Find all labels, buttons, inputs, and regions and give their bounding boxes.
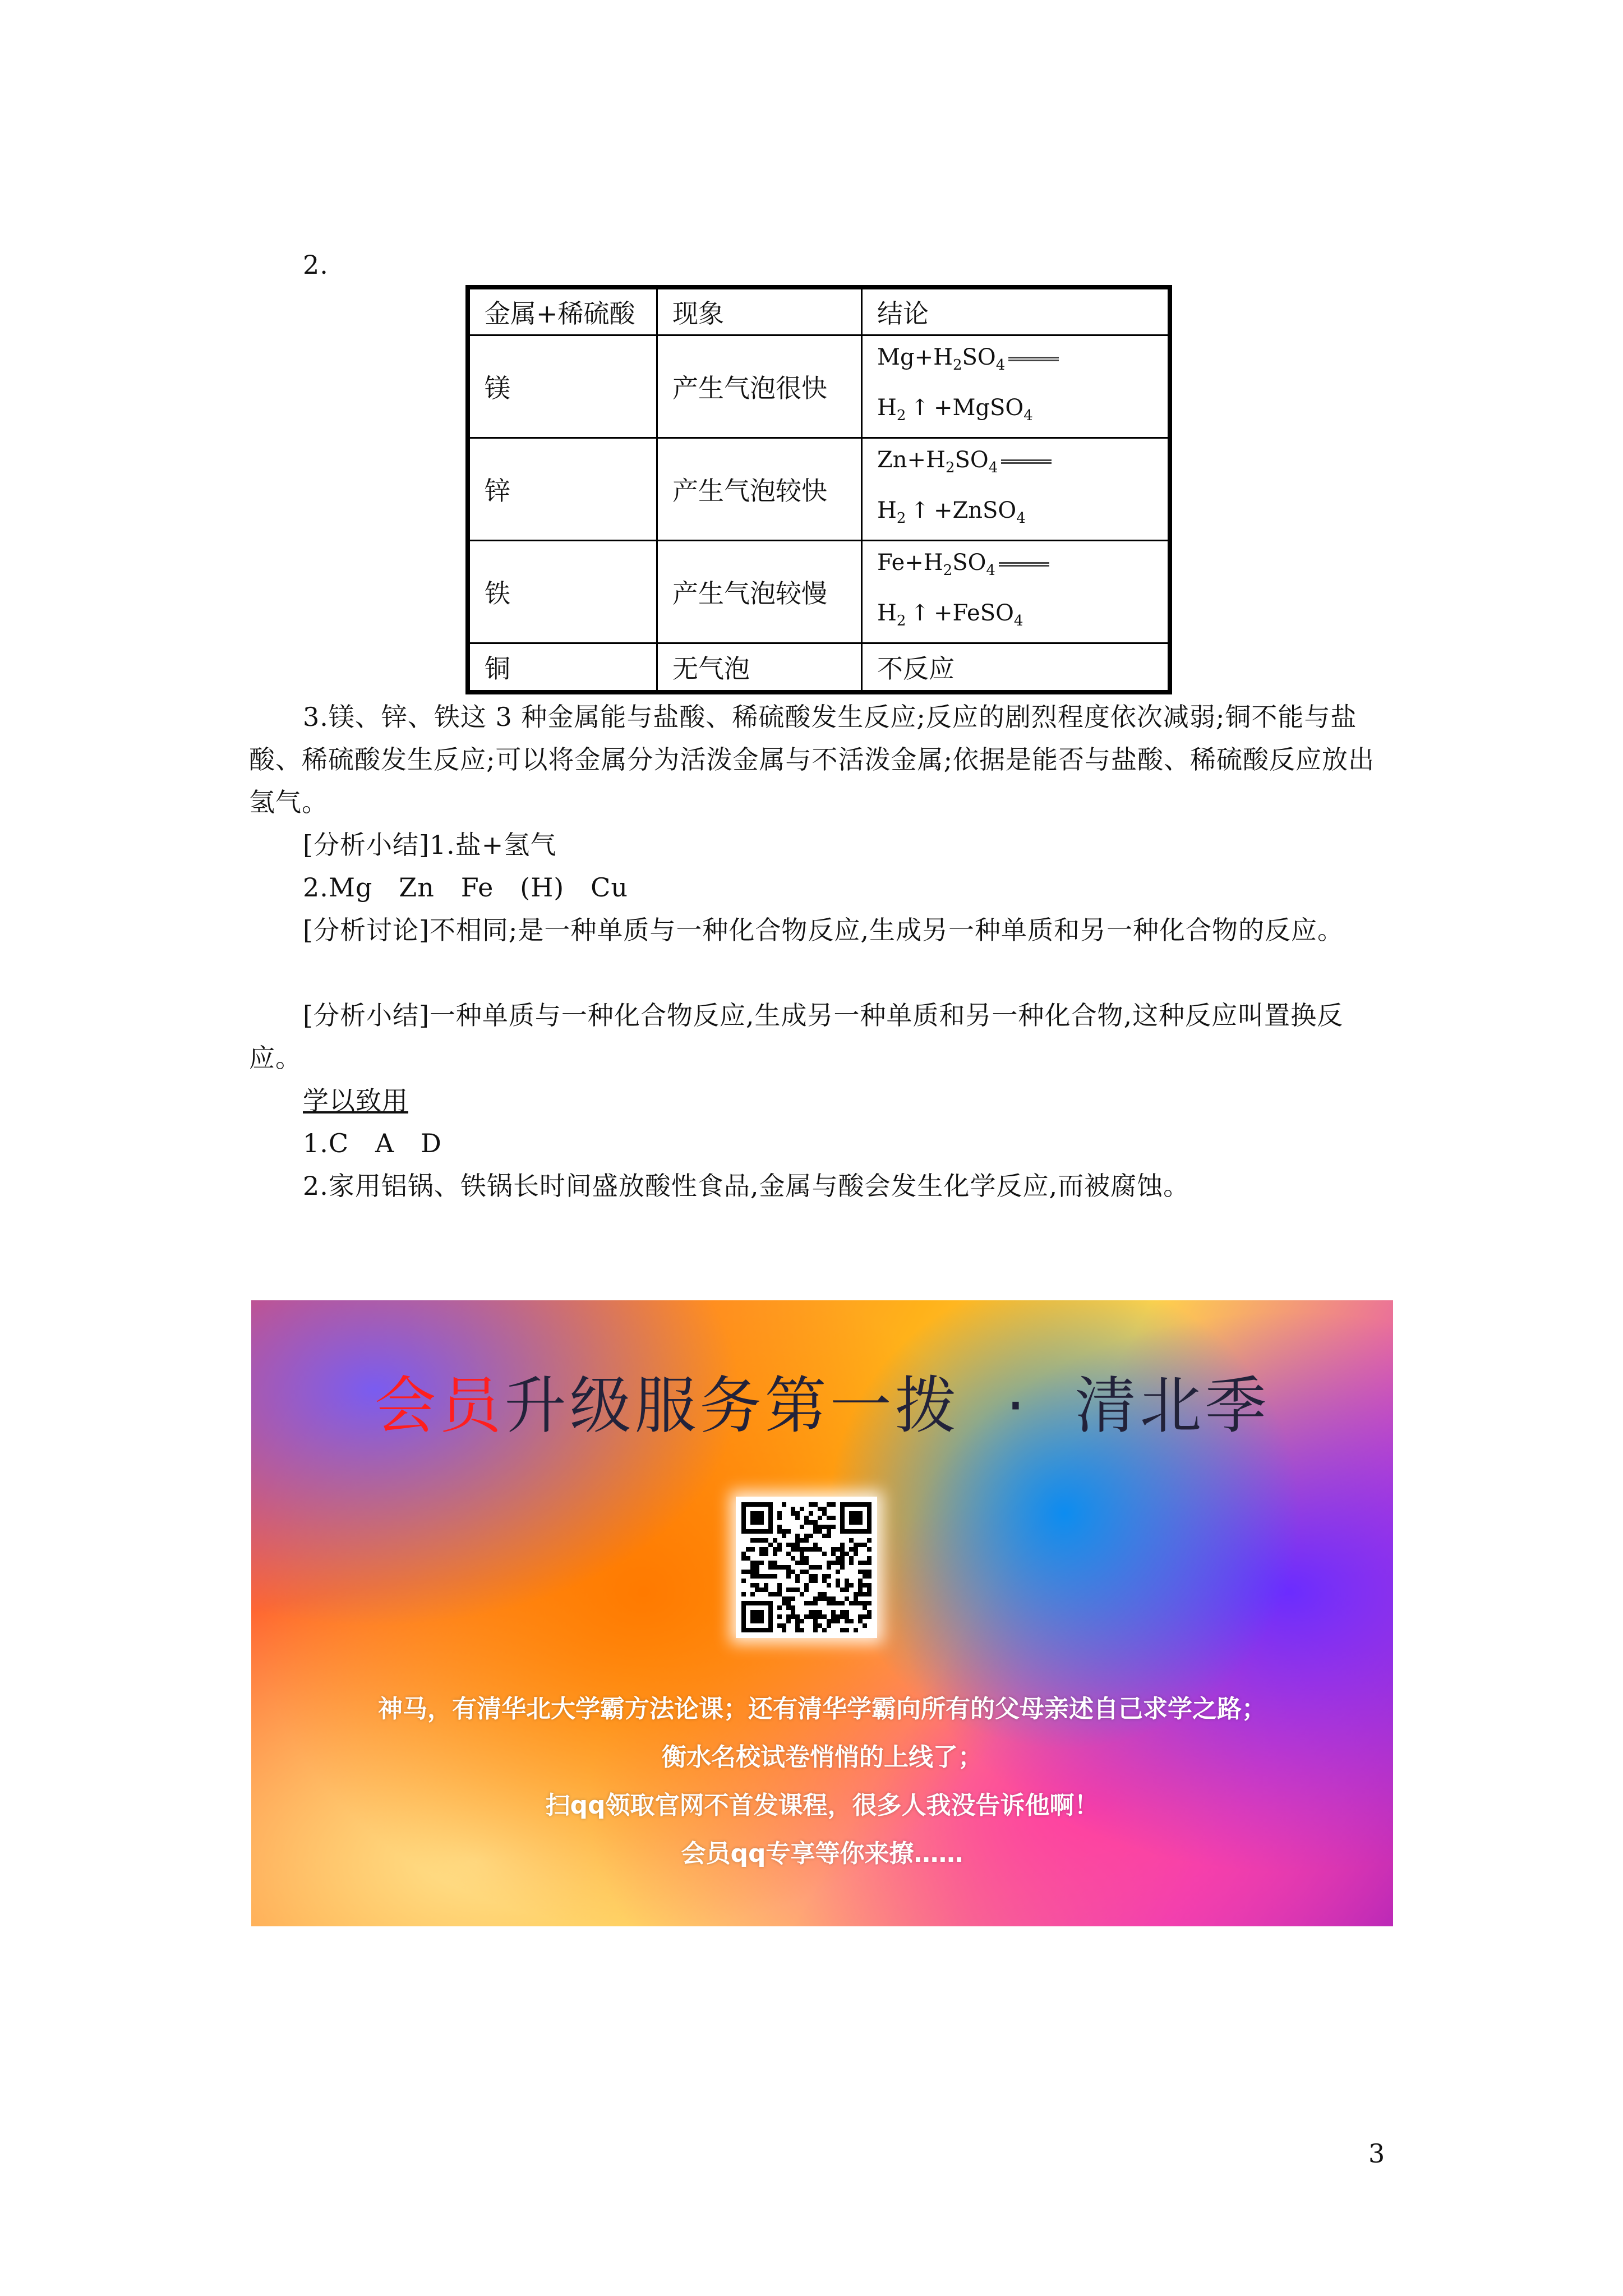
table-row xyxy=(468,643,1170,693)
analysis-summary-2: [分析小结]一种单质与一种化合物反应,生成另一种单质和另一种化合物,这种反应叫置换反应。 xyxy=(249,1000,1344,1073)
page-number: 3 xyxy=(1368,2138,1385,2169)
answer-1: 1.C A D xyxy=(303,1128,442,1158)
gas-arrow-icon: ↑ xyxy=(910,498,929,523)
section-title: 学以致用 xyxy=(303,1085,408,1116)
metal-cell: 铜 xyxy=(468,643,657,693)
equals-sign xyxy=(999,562,1049,567)
activity-series: 2.Mg Zn Fe (H) Cu xyxy=(303,872,628,903)
gas-arrow-icon: ↑ xyxy=(910,395,929,421)
analysis-discussion: [分析讨论]不相同;是一种单质与一种化合物反应,生成另一种单质和另一种化合物的反应。 xyxy=(303,915,1344,945)
gas-arrow-icon: ↑ xyxy=(910,600,929,626)
banner-title: 会员升级服务第一拨 · 清北季 xyxy=(374,1370,1270,1442)
metal-acid-table xyxy=(465,285,1172,694)
promo-banner[interactable] xyxy=(251,1300,1393,1926)
table-row xyxy=(468,541,1170,643)
item-number: 2. xyxy=(303,250,329,280)
phenomenon-cell: 产生气泡很快 xyxy=(657,335,862,438)
paragraph-conclusion-3: 3.镁、锌、铁这 3 种金属能与盐酸、稀硫酸发生反应;反应的剧烈程度依次减弱;铜不能与盐酸、稀硫酸发生反应;可以将金属分为活泼金属与不活泼金属;依据是能否与盐酸、稀硫酸反应放出氢气。 xyxy=(249,702,1375,817)
phenomenon-cell: 产生气泡较慢 xyxy=(657,541,862,643)
table-row xyxy=(468,335,1170,438)
metal-cell: 锌 xyxy=(468,438,657,541)
equals-sign xyxy=(1008,357,1059,361)
banner-line-2: 衡水名校试卷悄悄的上线了； xyxy=(662,1743,983,1772)
banner-line-4: 会员qq专享等你来撩…… xyxy=(681,1839,963,1868)
banner-line-3: 扫qq领取官网不首发课程，很多人我没告诉他啊！ xyxy=(545,1791,1099,1820)
answer-2: 2.家用铝锅、铁锅长时间盛放酸性食品,金属与酸会发生化学反应,而被腐蚀。 xyxy=(303,1171,1190,1201)
header-conclusion: 结论 xyxy=(862,287,1170,335)
header-metal: 金属+稀硫酸 xyxy=(468,287,657,335)
equation-cell: $Mg+H_2SO_4$ $H_2$ ↑ +MgSO$_4$ xyxy=(862,335,1170,438)
conclusion-cell: 不反应 xyxy=(862,643,1170,693)
phenomenon-cell: 产生气泡较快 xyxy=(657,438,862,541)
equals-sign xyxy=(1001,459,1052,464)
equation-cell: $Zn+H_2SO_4$ $H_2$ ↑ +ZnSO$_4$ xyxy=(862,438,1170,541)
header-phenomenon: 现象 xyxy=(657,287,862,335)
qr-code-image xyxy=(736,1497,877,1638)
table-row xyxy=(468,438,1170,541)
phenomenon-cell: 无气泡 xyxy=(657,643,862,693)
equation-cell: $Fe+H_2SO_4$ $H_2$ ↑ +FeSO$_4$ xyxy=(862,541,1170,643)
metal-cell: 铁 xyxy=(468,541,657,643)
metal-cell: 镁 xyxy=(468,335,657,438)
banner-line-1: 神马，有清华北大学霸方法论课；还有清华学霸向所有的父母亲述自己求学之路； xyxy=(378,1695,1266,1723)
qr-code[interactable] xyxy=(736,1497,877,1638)
table-header-row xyxy=(468,287,1170,335)
analysis-summary-1: [分析小结]1.盐+氢气 xyxy=(303,830,557,860)
